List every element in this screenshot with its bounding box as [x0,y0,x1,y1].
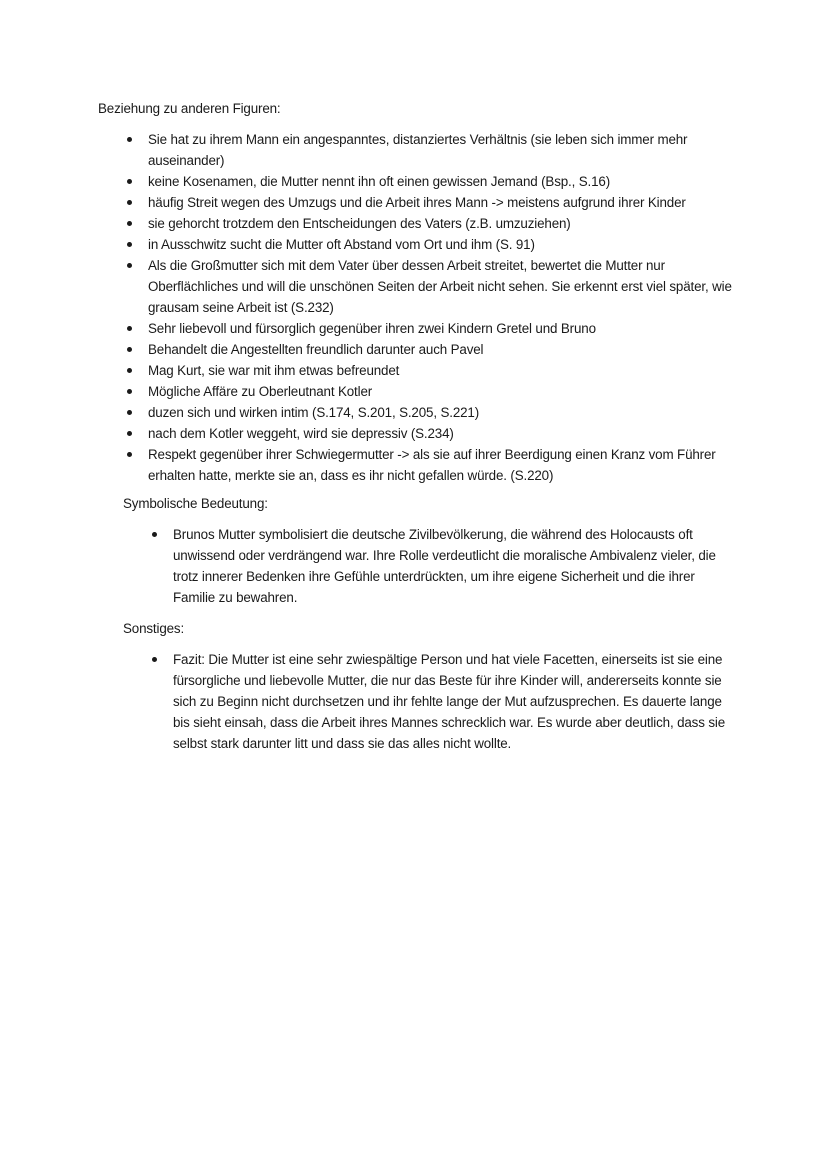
list-item: in Ausschwitz sucht die Mutter oft Abstand vom Ort und ihm (S. 91) [148,234,738,255]
section-heading-misc: Sonstiges: [123,621,185,636]
list-item: Behandelt die Angestellten freundlich darunter auch Pavel [148,339,738,360]
bullet-icon [127,452,132,457]
list-item: duzen sich und wirken intim (S.174, S.201, S.205, S.221) [148,402,738,423]
symbolic-meaning-list [173,524,733,608]
list-item: Sehr liebevoll und fürsorglich gegenüber ihren zwei Kindern Gretel und Bruno [148,318,738,339]
bullet-icon [127,368,132,373]
section-heading-symbolic-meaning: Symbolische Bedeutung: [123,496,268,511]
list-item: nach dem Kotler weggeht, wird sie depressiv (S.234) [148,423,738,444]
bullet-icon [127,137,132,142]
bullet-icon [127,389,132,394]
list-item: Brunos Mutter symbolisiert die deutsche Zivilbevölkerung, die während des Holocausts oft unwissend oder verdrängend war. Ihre Rolle verdeutlicht die moralische Ambivalenz vieler, die trotz innerer Bedenken ihre Gefühle unterdrückten, um ihre eigene Sicherheit und die ihrer Familie zu bewahren. [173,524,733,608]
bullet-icon [127,347,132,352]
list-item: keine Kosenamen, die Mutter nennt ihn oft einen gewissen Jemand (Bsp., S.16) [148,171,738,192]
bullet-icon [127,431,132,436]
section-heading-relationships: Beziehung zu anderen Figuren: [98,101,281,116]
list-item: Mag Kurt, sie war mit ihm etwas befreundet [148,360,738,381]
relationships-list [148,129,738,486]
list-item: Mögliche Affäre zu Oberleutnant Kotler [148,381,738,402]
bullet-icon [127,410,132,415]
bullet-icon [127,326,132,331]
bullet-icon [127,242,132,247]
list-item: Sie hat zu ihrem Mann ein angespanntes, distanziertes Verhältnis (sie leben sich immer mehr auseinander) [148,129,738,171]
bullet-icon [152,532,157,537]
list-item: Respekt gegenüber ihrer Schwiegermutter -> als sie auf ihrer Beerdigung einen Kranz vom Führer erhalten hatte, merkte sie an, dass es ihr nicht gefallen würde. (S.220) [148,444,738,486]
misc-list [173,649,738,754]
bullet-icon [127,179,132,184]
bullet-icon [152,657,157,662]
list-item: sie gehorcht trotzdem den Entscheidungen des Vaters (z.B. umzuziehen) [148,213,738,234]
bullet-icon [127,200,132,205]
list-item: häufig Streit wegen des Umzugs und die Arbeit ihres Mann -> meistens aufgrund ihrer Kinder [148,192,738,213]
list-item: Fazit: Die Mutter ist eine sehr zwiespältige Person und hat viele Facetten, einerseits ist sie eine fürsorgliche und liebevolle Mutter, die nur das Beste für ihre Kinder will, andererseits konnte sie sich zu Beginn nicht durchsetzen und ihr fehlte lange der Mut aufzusprechen. Es dauerte lange bis sieht einsah, dass die Arbeit ihres Mannes schrecklich war. Es wurde aber deutlich, dass sie selbst stark darunter litt und dass sie das alles nicht wollte. [173,649,738,754]
bullet-icon [127,221,132,226]
bullet-icon [127,263,132,268]
list-item: Als die Großmutter sich mit dem Vater über dessen Arbeit streitet, bewertet die Mutter nur Oberflächliches und will die unschönen Seiten der Arbeit nicht sehen. Sie erkennt erst viel später, wie grausam seine Arbeit ist (S.232) [148,255,738,318]
